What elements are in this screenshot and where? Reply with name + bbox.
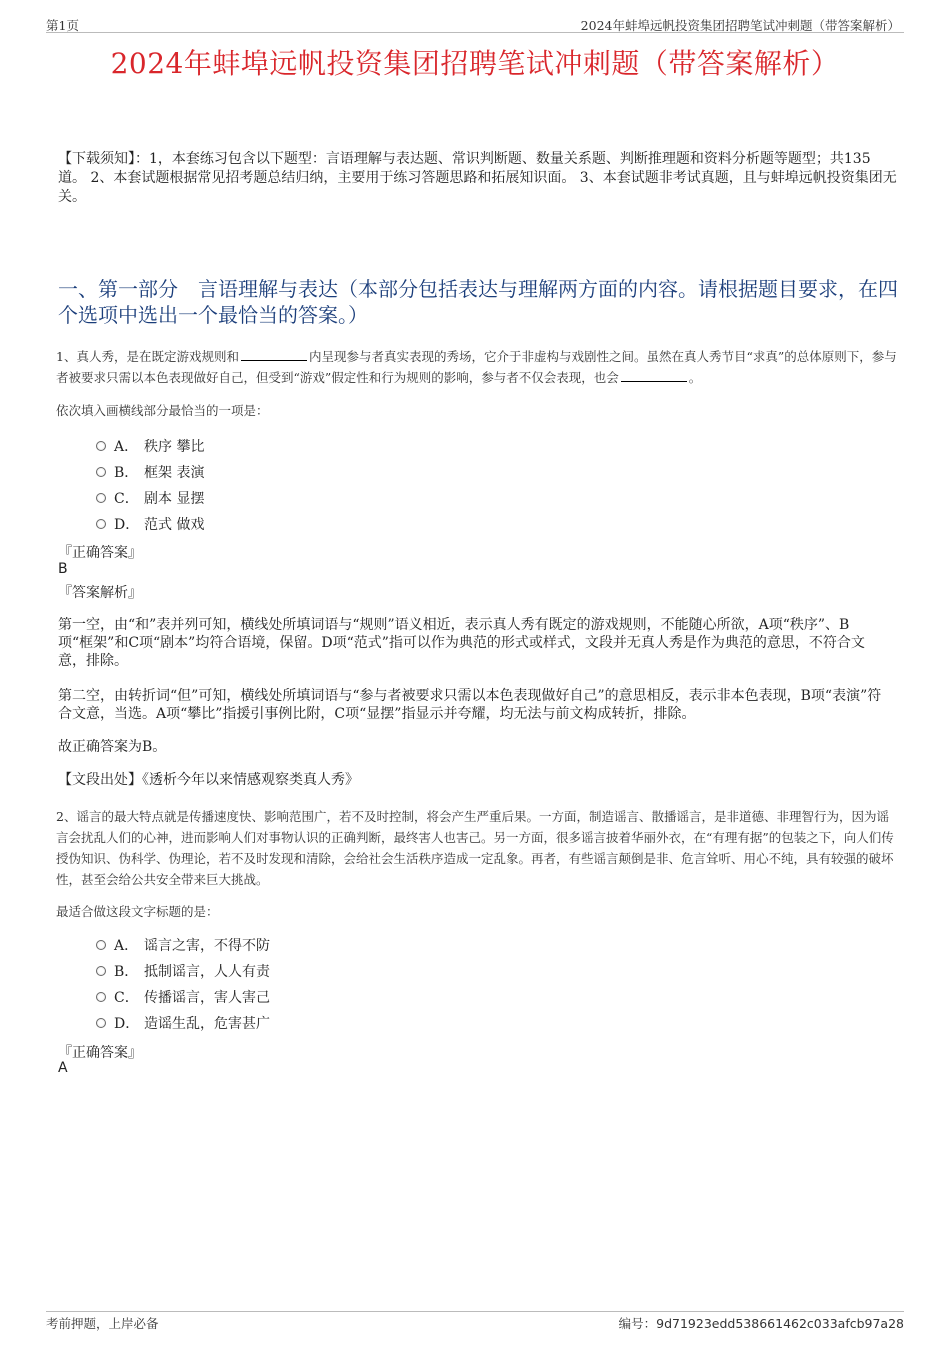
radio-icon[interactable]: [96, 966, 106, 976]
q2-answer: A: [58, 1060, 68, 1076]
q1-options: [96, 433, 204, 537]
page-number: 第1页: [46, 18, 79, 33]
radio-icon[interactable]: [96, 467, 106, 477]
question-2-text: 2、谣言的最大特点就是传播速度快、影响范围广，若不及时控制，将会产生严重后果。一方面，制造谣言、散播谣言，是非道德、非理智行为，因为谣言会扰乱人们的心神，进而影响人们对事物认识的正确判断，最终害人也害己。另一方面，很多谣言披着华丽外衣，在“有理有据”的包装之下，向人们传授伪知识、伪科学、伪理论，若不及时发现和清除，会给社会生活秩序造成一定乱象。再者，有些谣言颠倒是非、危言耸听、用心不纯，具有较强的破坏性，甚至会给公共安全带来巨大挑战。: [56, 809, 894, 887]
footer-divider: [46, 1311, 904, 1312]
q2-options: [96, 932, 270, 1036]
q1-analysis-1: 第一空，由“和”表并列可知，横线处所填词语与“规则”语义相近，表示真人秀有既定的游戏规则，不能随心所欲，A项“秩序”、B项“框架”和C项“剧本”均符合语境，保留。D项“范式”指可以作为典范的形式或样式，文段并无真人秀是作为典范的意思，不符合文意，排除。: [58, 617, 865, 669]
section-title: 一、第一部分 言语理解与表达（本部分包括表达与理解两方面的内容。请根据题目要求，在四个选项中选出一个最恰当的答案。）: [58, 277, 898, 327]
q1-option-c[interactable]: C． 剧本 显摆: [96, 485, 204, 511]
footer-code: [619, 1314, 904, 1332]
q1-source: 【文段出处】《透析今年以来情感观察类真人秀》: [58, 772, 359, 788]
document-title: 2024年蚌埠远帆投资集团招聘笔试冲刺题（带答案解析）: [110, 47, 840, 80]
q2-option-b[interactable]: B． 抵制谣言，人人有责: [96, 958, 270, 984]
q1-text-part-a: 1、真人秀，是在既定游戏规则和: [56, 349, 239, 364]
footer-slogan: 考前押题，上岸必备: [46, 1316, 159, 1331]
footer-code-label: 编号：: [618, 1316, 657, 1331]
q1-option-d[interactable]: D． 范式 做戏: [96, 511, 204, 537]
q1-text-part-b: 内呈现参与者真实表现的秀场，它介于非虚构与戏剧性之间。虽然在真人秀节目“求真”的总体原则下，参与者被要求只需以本色表现做好自己，但受到“游戏”假定性和行为规则的影响，参与者不仅会表现，也会: [56, 349, 897, 385]
radio-icon[interactable]: [96, 441, 106, 451]
page-header: [46, 14, 904, 33]
radio-icon[interactable]: [96, 992, 106, 1002]
radio-icon[interactable]: [96, 519, 106, 529]
radio-icon[interactable]: [96, 940, 106, 950]
q1-option-b[interactable]: B． 框架 表演: [96, 459, 204, 485]
header-doc-title: 2024年蚌埠远帆投资集团招聘笔试冲刺题（带答案解析）: [580, 18, 900, 33]
q1-text-part-c: 。: [688, 370, 702, 385]
q1-prompt: 依次填入画横线部分最恰当的一项是：: [56, 403, 269, 418]
footer-code-value: 9d71923edd538661462c033afcb97a28: [656, 1316, 904, 1331]
q2-answer-label: 『正确答案』: [58, 1045, 142, 1061]
download-notice: 【下载须知】：1，本套练习包含以下题型：言语理解与表达题、常识判断题、数量关系题、判断推理题和资料分析题等题型；共135道。 2、本套试题根据常见招考题总结归纳，主要用于练习答题思路和拓展知识面。 3、本套试题非考试真题，且与蚌埠远帆投资集团无关。: [58, 151, 897, 205]
q1-blank-2: [621, 369, 687, 382]
q1-answer-label: 『正确答案』: [58, 545, 142, 561]
q2-option-c[interactable]: C． 传播谣言，害人害己: [96, 984, 270, 1010]
q2-prompt: 最适合做这段文字标题的是：: [56, 904, 219, 919]
q1-analysis-label: 『答案解析』: [58, 585, 142, 601]
q1-analysis-3: 故正确答案为B。: [58, 739, 167, 755]
q1-answer: B: [58, 561, 68, 577]
question-1-text: [56, 346, 898, 388]
q2-option-d[interactable]: D． 造谣生乱，危害甚广: [96, 1010, 270, 1036]
q1-blank-1: [241, 348, 307, 361]
radio-icon[interactable]: [96, 493, 106, 503]
radio-icon[interactable]: [96, 1018, 106, 1028]
q1-option-a[interactable]: A． 秩序 攀比: [96, 433, 204, 459]
q2-option-a[interactable]: A． 谣言之害，不得不防: [96, 932, 270, 958]
q1-analysis-2: 第二空，由转折词“但”可知，横线处所填词语与“参与者被要求只需以本色表现做好自己”的意思相反，表示非本色表现，B项“表演”符合文意，当选。A项“攀比”指援引事例比附，C项“显摆”指显示并夸耀，均无法与前文构成转折，排除。: [58, 688, 882, 722]
